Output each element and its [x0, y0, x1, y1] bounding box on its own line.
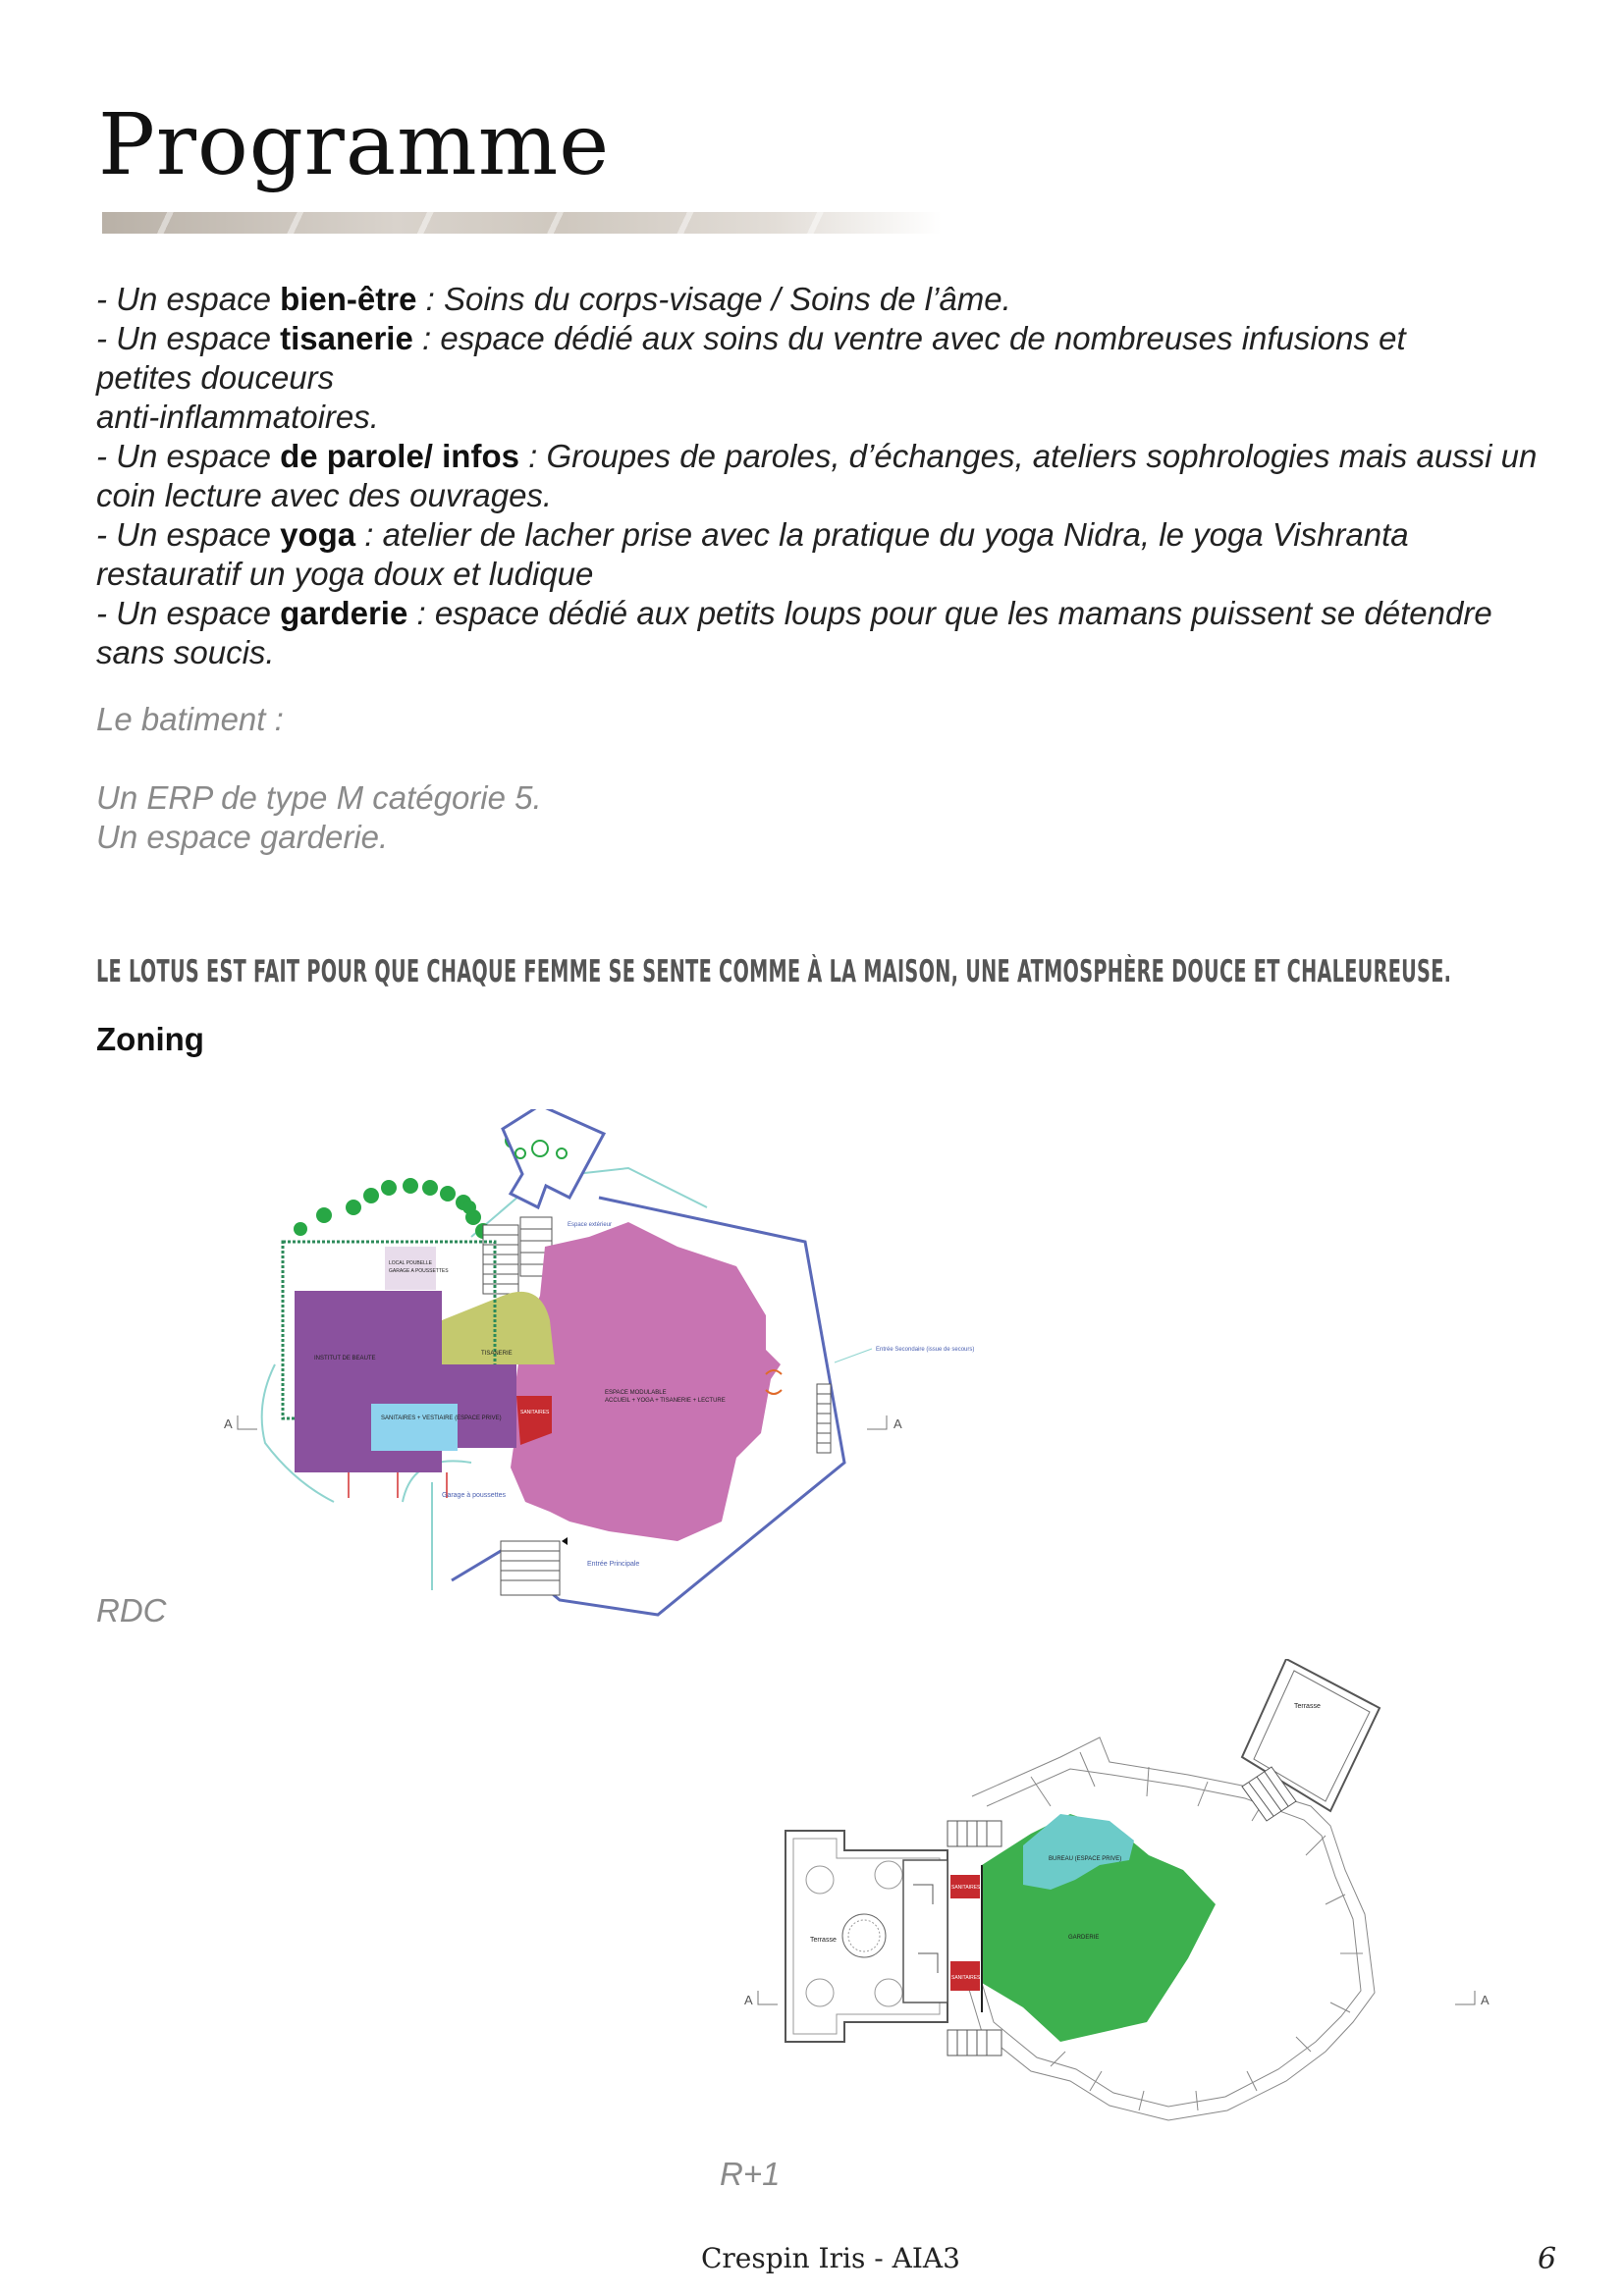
programme-list	[96, 280, 1540, 672]
footer-author: Crespin Iris - AIA3	[701, 2242, 960, 2274]
label-espace-modulable: ESPACE MODULABLE	[605, 1390, 667, 1396]
label-espace-exterieur: Espace extérieur	[568, 1222, 613, 1228]
exterior-path-bottom	[403, 1461, 471, 1590]
label-entree-principale: Entrée Principale	[587, 1561, 640, 1568]
section-mark-right: A	[893, 1416, 902, 1431]
plan-r1	[736, 1659, 1512, 2130]
label-institut: INSTITUT DE BEAUTE	[314, 1356, 376, 1362]
label-sanitaires-r1-1: SANITAIRES	[951, 1885, 981, 1891]
programme-item-bien-etre: - Un espace bien-être : Soins du corps-visage / Soins de l’âme.	[96, 281, 1011, 317]
building-line-2: Un espace garderie.	[96, 819, 389, 855]
caption-r1: R+1	[720, 2156, 781, 2192]
zone-espace-modulable	[511, 1222, 781, 1541]
label-local-poubelle-2: GARAGE A POUSSETTES	[389, 1268, 449, 1274]
programme-item-yoga: - Un espace yoga : atelier de lacher prise avec la pratique du yoga Nidra, le yoga Vishranta restauratif un yoga doux et ludique	[96, 516, 1409, 592]
label-terrasse-top: Terrasse	[1294, 1703, 1321, 1710]
zoning-heading: Zoning	[96, 1021, 204, 1057]
page-title: Programme	[98, 96, 611, 194]
plan-rdc	[216, 1109, 1021, 1620]
section-mark-r1-right: A	[1481, 1993, 1489, 2007]
label-sanitaires: SANITAIRES	[520, 1410, 550, 1415]
page-number: 6	[1538, 2242, 1557, 2276]
programme-item-tisanerie-extra: anti-inflammatoires.	[96, 399, 379, 435]
caption-rdc: RDC	[96, 1592, 167, 1629]
label-tisanerie: TISANERIE	[481, 1351, 513, 1357]
programme-item-parole: - Un espace de parole/ infos : Groupes de paroles, d’échanges, ateliers sophrologies mais aussi un coin lecture avec des ouvrages.	[96, 438, 1538, 513]
programme-item-garderie: - Un espace garderie : espace dédié aux petits loups pour que les mamans puissent se détendre sans soucis.	[96, 595, 1492, 670]
slogan: LE LOTUS EST FAIT POUR QUE CHAQUE FEMME SE SENTE COMME À LA MAISON, UNE ATMOSPHÈRE DOUCE ET CHALEUREUSE.	[96, 954, 1452, 989]
label-entree-secours: Entrée Secondaire (issue de secours)	[876, 1347, 975, 1353]
building-heading: Le batiment :	[96, 701, 284, 737]
programme-item-tisanerie: - Un espace tisanerie : espace dédié aux soins du ventre avec de nombreuses infusions et petites douceurs	[96, 320, 1406, 396]
label-sanitaires-r1-2: SANITAIRES	[951, 1975, 981, 1981]
label-bureau: BUREAU (ESPACE PRIVE)	[1049, 1856, 1122, 1862]
label-espace-modulable-2: ACCUEIL + YOGA + TISANERIE + LECTURE	[605, 1398, 726, 1404]
label-terrasse-left: Terrasse	[810, 1937, 837, 1944]
zone-sanitaires-vestiaire	[371, 1404, 458, 1451]
label-garderie: GARDERIE	[1068, 1935, 1100, 1941]
title-underline-texture	[102, 212, 942, 234]
section-mark-r1-left: A	[744, 1993, 753, 2007]
label-sanitaires-vestiaire: SANITAIRES + VESTIAIRE (ESPACE PRIVE)	[381, 1415, 502, 1421]
label-garage-poussettes: Garage à poussettes	[442, 1492, 506, 1499]
label-local-poubelle: LOCAL POUBELLE	[389, 1260, 433, 1266]
building-line-1: Un ERP de type M catégorie 5.	[96, 779, 542, 816]
section-mark-left: A	[224, 1416, 233, 1431]
